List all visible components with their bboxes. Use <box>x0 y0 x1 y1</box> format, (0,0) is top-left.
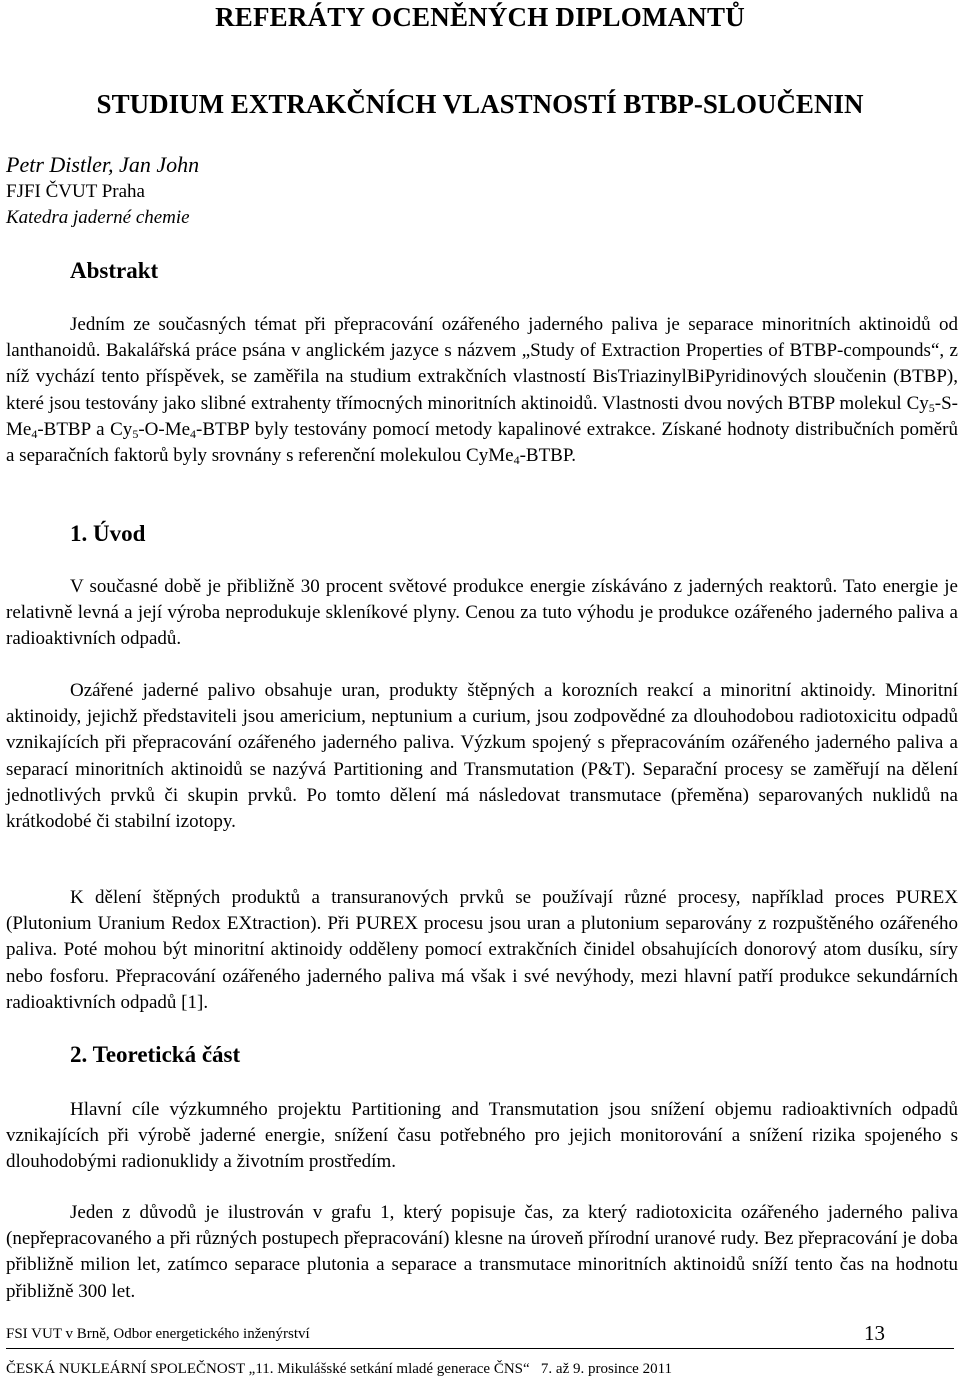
author-names: Petr Distler, Jan John <box>6 152 200 177</box>
department: Katedra jaderné chemie <box>6 207 190 228</box>
section-1-paragraph-3: K dělení štěpných produktů a transuranových prvků se používají různé procesy, například proces PUREX (Plutonium Uranium Redox EXtraction). Při PUREX procesu jsou uran a plutonium separovány z rozpuštěného ozářeného paliva. Poté mohou být minoritní aktinoidy odděleny pomocí extrakčních činidel obsahujících donorový atom dusíku, síry nebo fosforu. Přepracování ozářeného jaderného paliva má však i své nevýhody, mezi hlavní patří produkce sekundárních radioaktivních odpadů [1]. <box>6 887 958 1013</box>
section-1-paragraph-1: V současné době je přibližně 30 procent světové produkce energie získáváno z jaderných reaktorů. Tato energie je relativně levná a její výroba neprodukuje skleníkové plyny. Cenou za tuto výhodu je produkce ozářeného jaderného paliva a radioaktivních odpadů. <box>6 576 958 650</box>
footer-divider <box>6 1348 954 1349</box>
footer-institution: FSI VUT v Brně, Odbor energetického inženýrství <box>6 1326 310 1342</box>
footer-event: ČESKÁ NUKLEÁRNÍ SPOLEČNOST „11. Mikulášské setkání mladé generace ČNS“ 7. až 9. prosince 2011 <box>6 1361 673 1377</box>
section-1-heading: 1. Úvod <box>70 521 146 546</box>
journal-section-title: REFERÁTY OCENĚNÝCH DIPLOMANTŮ <box>215 2 745 32</box>
section-2-paragraph-1: Hlavní cíle výzkumného projektu Partitioning and Transmutation jsou snížení objemu radioaktivních odpadů vznikajících při výrobě jaderné energie, snížení času potřebného pro jejich monitorování a snížení rizika spojeného s dlouhodobými radionuklidy a životním prostředím. <box>6 1099 958 1173</box>
abstract-paragraph: Jedním ze současných témat při přepracování ozářeného jaderného paliva je separace minoritních aktinoidů od lanthanoidů. Bakalářská práce psána v anglickém jazyce s názvem „Study of Extraction Properties of BTBP-compounds“, z níž vychází tento příspěvek, se zaměřila na studium extrakčních vlastností BisTriazinylBiPyridinových sloučenin (BTBP), které jsou testovány jako slibné extrahenty třímocných minoritních aktinoidů. Vlastnosti dvou nových BTBP molekul $Cy_5-S-Me_4$-BTBP a $Cy_5-O-Me_4$-BTBP byly testovány pomocí metody kapalinové extrakce. Získané hodnoty distribučních poměrů a separačních faktorů byly srovnány s referenční molekulou CyMe$_4$-BTBP. <box>6 314 958 468</box>
article-title: STUDIUM EXTRAKČNÍCH VLASTNOSTÍ BTBP-SLOUČENIN <box>96 89 864 119</box>
section-2-paragraph-2: Jeden z důvodů je ilustrován v grafu 1, který popisuje čas, za který radiotoxicita ozářeného jaderného paliva (nepřepracovaného a při různých postupech přepracování) klesne na úroveň přírodní uranové rudy. Bez přepracování je doba přibližně milion let, zatímco separace plutonia a separace a transmutace minoritních aktinoidů sníží tento čas na hodnotu přibližně 300 let. <box>6 1202 958 1302</box>
page-number: 13 <box>864 1321 885 1345</box>
section-1-paragraph-2: Ozářené jaderné palivo obsahuje uran, produkty štěpných a korozních reakcí a minoritní aktinoidy. Minoritní aktinoidy, jejichž představiteli jsou americium, neptunium a curium, jsou zodpovědné za dlouhodobou radiotoxicitu odpadů vznikajících při přepracování ozářeného jaderného paliva. Výzkum spojený s přepracováním ozářeného jaderného paliva a separací minoritních aktinoidů se nazývá Partitioning and Transmutation (P&T). Separační procesy se zaměřují na dělení jednotlivých prvků či skupin prvků. Po tomto dělení má následovat transmutace (přeměna) separovaných nuklidů na krátkodobé či stabilní izotopy. <box>6 680 958 833</box>
abstract-heading: Abstrakt <box>70 258 159 283</box>
section-2-heading: 2. Teoretická část <box>70 1042 241 1067</box>
affiliation: FJFI ČVUT Praha <box>6 181 145 202</box>
